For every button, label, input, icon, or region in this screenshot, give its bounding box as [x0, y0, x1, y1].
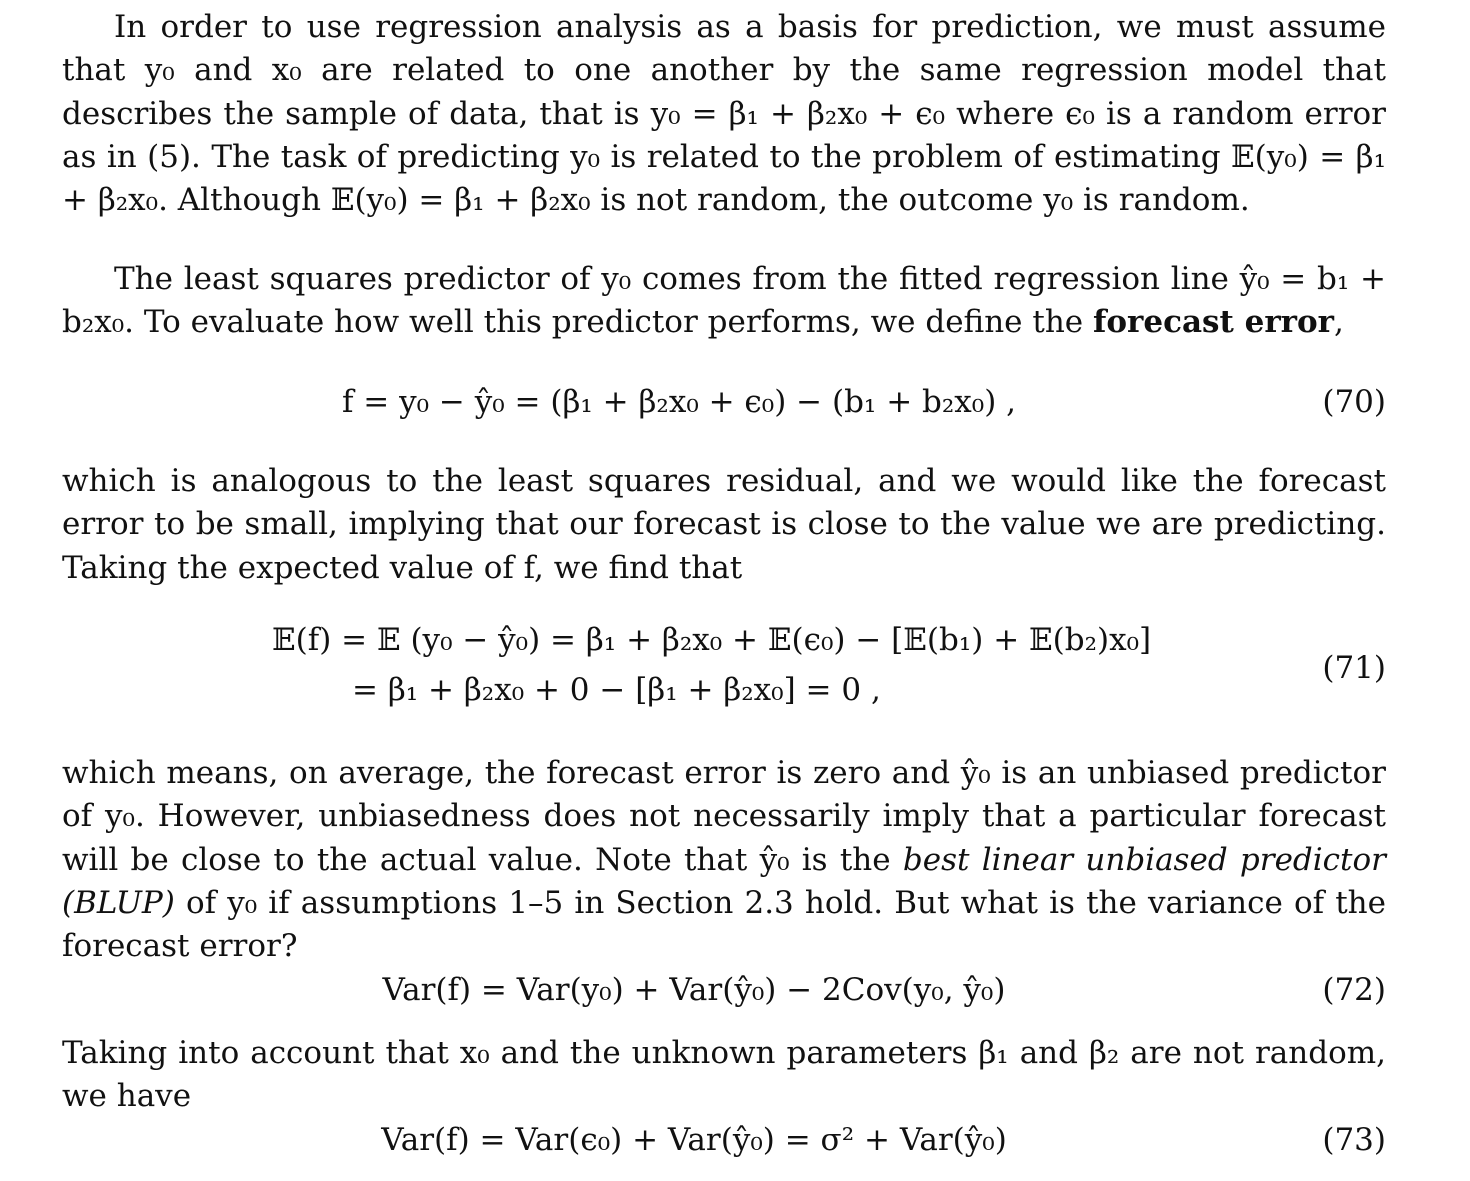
paragraph-prediction-assumption: In order to use regression analysis as a basis for prediction, we must assume that y₀ and x₀ are related to one another by the same regression model that describes the sample of data, that is y₀ = β₁ + β₂x₀ + ϵ₀ where ϵ₀ is a random error as in (5). The task of predicting y₀ is related to the problem of estimating 𝔼(y₀) = β₁ + β₂x₀. Although 𝔼(y₀) = β₁ + β₂x₀ is not random, the outcome y₀ is random. [62, 9, 1386, 219]
equation-number: (70) [1322, 384, 1386, 420]
equation-70 [62, 380, 1386, 424]
term-blup: best linear unbiased predictor (BLUP) [62, 841, 1386, 921]
equation-number: (73) [1322, 1122, 1386, 1158]
paragraph-unbiased-predictor [62, 752, 1386, 968]
equation-body: Var(f) = Var(y₀) + Var(ŷ₀) − 2Cov(y₀, ŷ₀) [382, 972, 1006, 1008]
equation-72 [62, 968, 1386, 1012]
equation-line-1: 𝔼(f) = 𝔼 (y₀ − ŷ₀) = β₁ + β₂x₀ + 𝔼(ϵ₀) − [𝔼(b₁) + 𝔼(b₂)x₀] [272, 622, 1152, 658]
equation-71 [62, 622, 1386, 722]
paragraph-text: of y₀ if assumptions 1–5 in Section 2.3 hold. But what is the variance of the forecast error? [62, 884, 1386, 965]
equation-body: Var(f) = Var(ϵ₀) + Var(ŷ₀) = σ² + Var(ŷ₀) [381, 1122, 1007, 1158]
paragraph-text: , [1334, 304, 1344, 341]
paragraph-forecast-residual: which is analogous to the least squares residual, and we would like the forecast error to be small, implying that our forecast is close to the value we are predicting. Taking the expected value of f, we find that [62, 463, 1386, 586]
paragraph-text: The least squares predictor of y₀ comes from the fitted regression line ŷ₀ = b₁ + b₂x₀. To evaluate how well this predictor performs, we define the [62, 261, 1386, 341]
paragraph-text: which means, on average, the forecast error is zero and ŷ₀ is an unbiased predictor of y₀. However, unbiasedness does not necessarily imply that a particular forecast will be close to the actual value. Note that ŷ₀ is the [62, 755, 1386, 878]
equation-73 [62, 1118, 1386, 1162]
equation-line-2: = β₁ + β₂x₀ + 0 − [β₁ + β₂x₀] = 0 , [352, 672, 881, 708]
equation-body: f = y₀ − ŷ₀ = (β₁ + β₂x₀ + ϵ₀) − (b₁ + b₂x₀) , [341, 384, 1017, 420]
paragraph-variance-setup: Taking into account that x₀ and the unknown parameters β₁ and β₂ are not random, we have [62, 1035, 1386, 1115]
equation-number: (72) [1322, 972, 1386, 1008]
paragraph-least-squares-predictor [62, 258, 1386, 345]
equation-number: (71) [1322, 650, 1386, 686]
term-forecast-error: forecast error [1093, 304, 1335, 341]
